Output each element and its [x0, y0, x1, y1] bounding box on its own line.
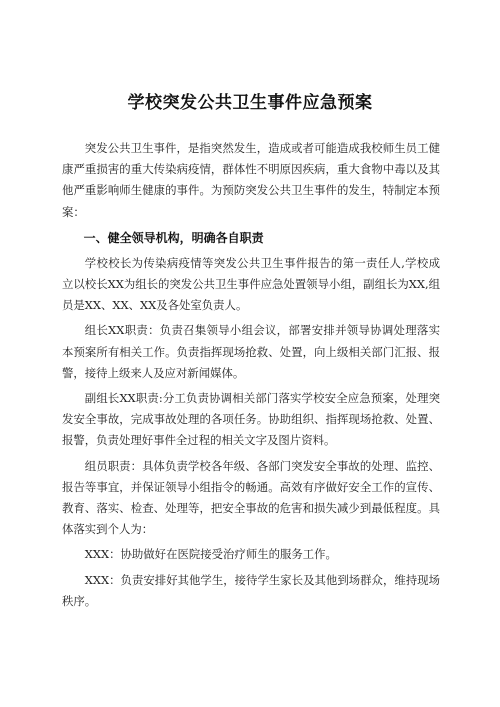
assignment-paragraph-2: XXX：负责安排好其他学生，接待学生家长及其他到场群众，维持现场秩序。	[62, 572, 440, 608]
document-title: 学校突发公共卫生事件应急预案	[127, 93, 373, 113]
assignment-paragraph-1: XXX：协助做好在医院接受治疗师生的服务工作。	[84, 547, 337, 562]
document-body	[62, 138, 440, 616]
deputy-duties-paragraph: 副组长XX职责:分工负责协调相关部门落实学校安全应急预案，处理突发安全事故，完成事故处理的各项任务。协助组织、指挥现场抢救、处置、报警，负责处理好事件全过程的相关文字及图片资料。	[62, 391, 440, 448]
section-heading-1: 一、健全领导机构，明确各自职责	[83, 230, 264, 245]
leadership-paragraph: 学校校长为传染病疫情等突发公共卫生事件报告的第一责任人,学校成立以校长XX为组长的突发公共卫生事件应急处置领导小组，副组长为XX,组员是XX、XX、XX及各处室负责人。	[62, 255, 440, 313]
member-duties-paragraph: 组员职责：具体负责学校各年级、各部门突发安全事故的处理、监控、报告等事宜，并保证领导小组指令的畅通。高效有序做好安全工作的宣传、教育、落实、检查、处理等，把安全事故的危害和损失减少到最低程度。具体落实到个人为：	[62, 458, 440, 537]
leader-duties-paragraph: 组长XX职责：负责召集领导小组会议，部署安排并领导协调处理落实本预案所有相关工作。负责指挥现场抢救、处置，向上级相关部门汇报、报警，接待上级来人及应对新闻媒体。	[62, 323, 440, 380]
intro-paragraph: 突发公共卫生事件，是指突然发生，造成或者可能造成我校师生员工健康严重损害的重大传染病疫情，群体性不明原因疾病，重大食物中毒以及其他严重影响师生健康的事件。为预防突发公共卫生事件的发生，特制定本预案：	[62, 141, 440, 219]
